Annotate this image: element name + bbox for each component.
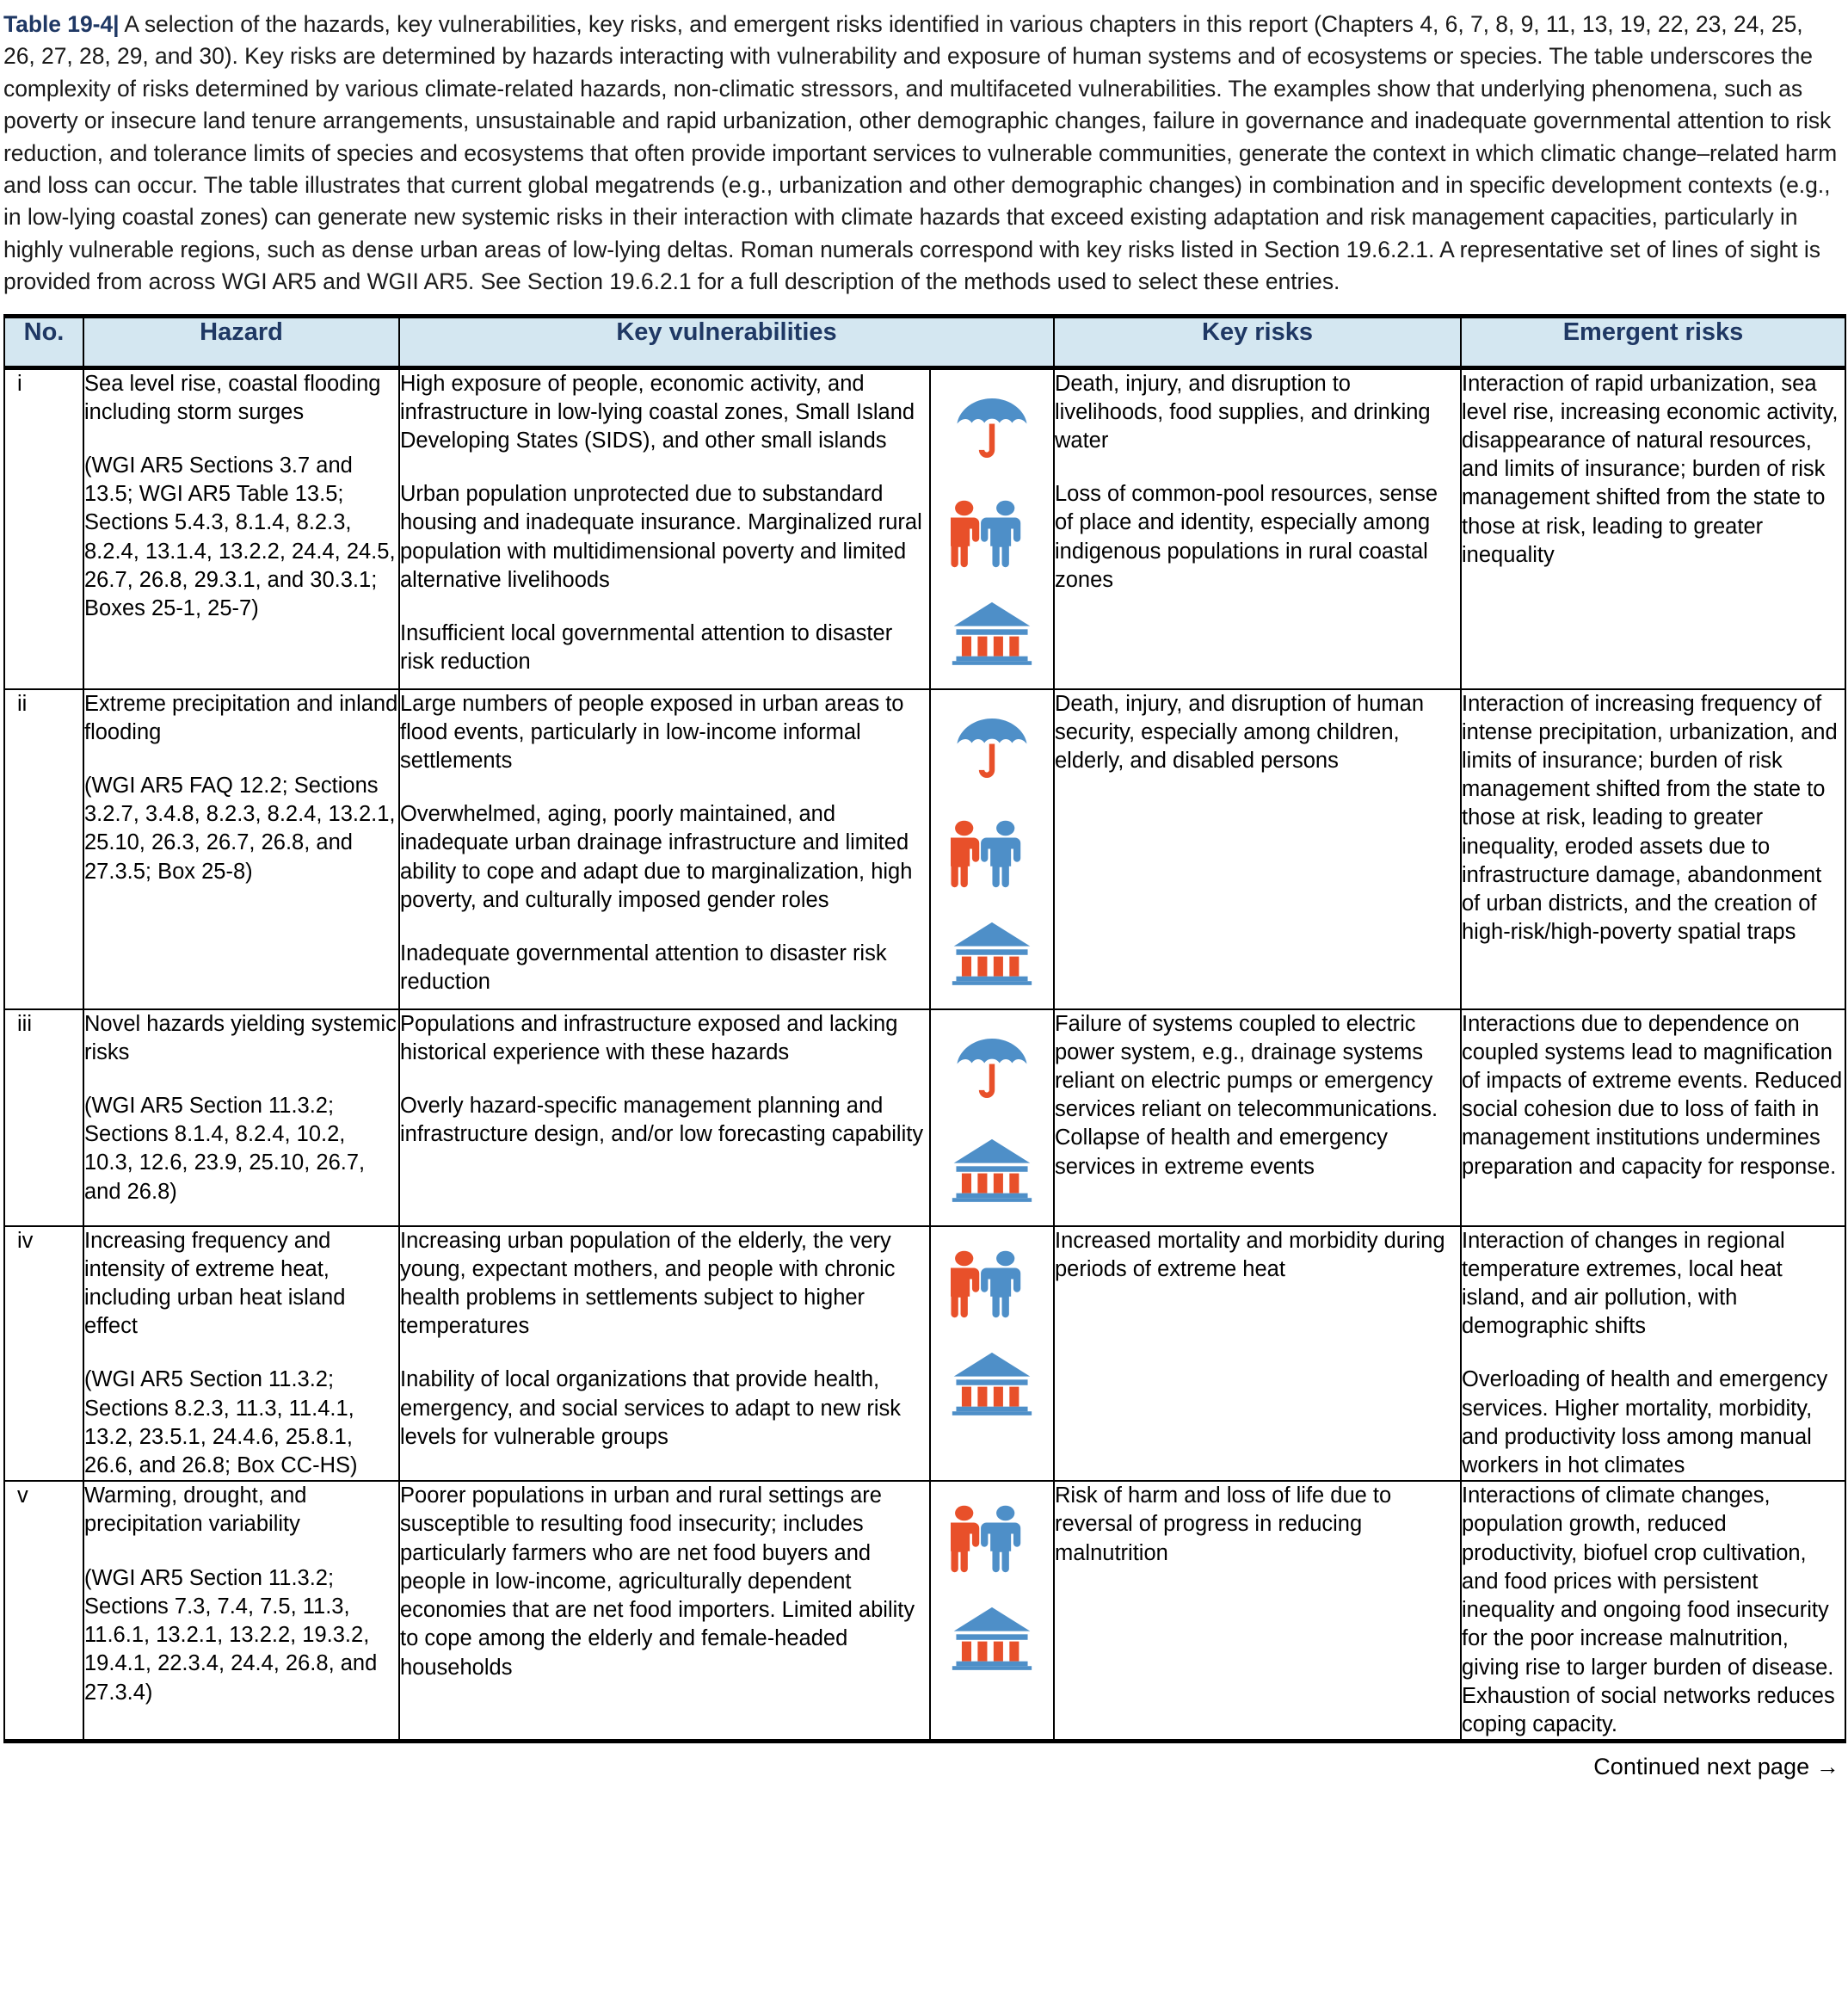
key-vulnerabilities-cell-paragraph: Overwhelmed, aging, poorly maintained, and inadequate urban drainage infrastructure and limited ability to cope and adapt due to marginalization, high poverty, and culturally imposed gender roles bbox=[400, 802, 913, 912]
key-vulnerabilities-cell-paragraph: Urban population unprotected due to substandard housing and inadequate insurance. Marginalized rural population with multidimensional poverty and limited alternative livelihoods bbox=[400, 482, 922, 592]
people-icon bbox=[951, 1501, 1033, 1576]
lines-of-sight-icons-cell bbox=[930, 1481, 1054, 1741]
hazard-cell-paragraph: Sea level rise, coastal flooding including storm surges bbox=[84, 371, 381, 424]
institution-icon bbox=[951, 599, 1033, 666]
row-number: iii bbox=[4, 1009, 83, 1226]
table-row bbox=[4, 1009, 1845, 1226]
key-vulnerabilities-cell-paragraph: Populations and infrastructure exposed and lacking historical experience with these hazards bbox=[400, 1011, 898, 1064]
key-vulnerabilities-cell-paragraph: Inability of local organizations that provide health, emergency, and social services to adapt to new risk levels for vulnerable groups bbox=[400, 1367, 902, 1449]
key-risks-cell-paragraph: Death, injury, and disruption of human security, especially among children, elderly, and disabled persons bbox=[1055, 691, 1425, 774]
hazard-cell-paragraph: Increasing frequency and intensity of extreme heat, including urban heat island effect bbox=[84, 1228, 346, 1339]
hazard-cell-paragraph: (WGI AR5 Section 11.3.2; Sections 8.2.3, 11.3, 11.4.1, 13.2, 23.5.1, 24.4.6, 25.8.1, 26.6, and 26.8; Box CC-HS) bbox=[84, 1367, 358, 1478]
emergent-risks-cell-paragraph: Interaction of increasing frequency of intense precipitation, urbanization, and limits of insurance; burden of risk management shifted from the state to those at risk, leading to greater inequality, eroded assets due to infrastructure damage, abandonment of urban districts, and the creation of high-risk/high-poverty spatial traps bbox=[1462, 691, 1838, 945]
institution-icon bbox=[951, 919, 1033, 986]
icon-stack bbox=[931, 1497, 1053, 1671]
table-caption-separator: | bbox=[113, 11, 120, 37]
table-row bbox=[4, 367, 1845, 689]
table-caption-label: Table 19-4 bbox=[3, 11, 114, 37]
row-number: i bbox=[4, 367, 83, 689]
people-icon bbox=[951, 1246, 1033, 1322]
key-risks-cell bbox=[1054, 1481, 1461, 1741]
hazard-cell-paragraph: (WGI AR5 Section 11.3.2; Sections 8.1.4, 8.2.4, 10.2, 10.3, 12.6, 23.9, 25.10, 26.7, and 26.8) bbox=[84, 1094, 366, 1204]
people-icon bbox=[951, 816, 1033, 891]
institution-icon bbox=[951, 1604, 1033, 1671]
emergent-risks-cell bbox=[1461, 689, 1845, 1009]
key-vulnerabilities-cell-paragraph: Increasing urban population of the elderly, the very young, expectant mothers, and people with chronic health problems in settlements subject to higher temperatures bbox=[400, 1228, 896, 1339]
key-risks-cell-paragraph: Failure of systems coupled to electric power system, e.g., drainage systems reliant on electric pumps or emergency services reliant on telecommunications. Collapse of health and emergency services in extreme events bbox=[1055, 1011, 1438, 1179]
table-row bbox=[4, 689, 1845, 1009]
icon-stack bbox=[931, 1243, 1053, 1416]
key-risks-cell-paragraph: Increased mortality and morbidity during periods of extreme heat bbox=[1055, 1228, 1445, 1281]
hazard-cell-paragraph: (WGI AR5 Sections 3.7 and 13.5; WGI AR5 Table 13.5; Sections 5.4.3, 8.1.4, 8.2.3, 8.2.4, 13.1.4, 13.2.2, 24.4, 24.5, 26.7, 26.8, 29.3.1, and 30.3.1; Boxes 25-1, 25-7) bbox=[84, 453, 396, 621]
people-icon bbox=[951, 496, 1033, 571]
lines-of-sight-icons-cell bbox=[930, 367, 1054, 689]
table-row bbox=[4, 1226, 1845, 1482]
column-header-hazard: Hazard bbox=[83, 316, 399, 367]
table-header bbox=[4, 316, 1845, 367]
key-risks-cell bbox=[1054, 1009, 1461, 1226]
table-container bbox=[0, 314, 1848, 1743]
icon-stack bbox=[931, 385, 1053, 666]
hazard-cell bbox=[83, 1226, 399, 1482]
table-caption bbox=[0, 0, 1848, 299]
emergent-risks-cell-paragraph: Interaction of changes in regional temperature extremes, local heat island, and air pollution, with demographic shifts bbox=[1462, 1228, 1785, 1339]
continued-next-page-note: Continued next page → bbox=[1593, 1754, 1839, 1780]
lines-of-sight-icons-cell bbox=[930, 1009, 1054, 1226]
hazard-cell-paragraph: Warming, drought, and precipitation variability bbox=[84, 1483, 307, 1537]
institution-icon bbox=[951, 1349, 1033, 1416]
hazard-cell-paragraph: Extreme precipitation and inland flooding bbox=[84, 691, 398, 744]
key-risks-cell bbox=[1054, 689, 1461, 1009]
row-number: v bbox=[4, 1481, 83, 1741]
table-body bbox=[4, 367, 1845, 1741]
emergent-risks-cell bbox=[1461, 1481, 1845, 1741]
institution-icon bbox=[951, 1136, 1033, 1203]
hazard-cell bbox=[83, 1481, 399, 1741]
hazards-table bbox=[3, 314, 1846, 1743]
hazard-cell-paragraph: (WGI AR5 FAQ 12.2; Sections 3.2.7, 3.4.8, 8.2.3, 8.2.4, 13.2.1, 25.10, 26.3, 26.7, 26.8, and 27.3.5; Box 25-8) bbox=[84, 774, 396, 884]
hazard-cell-paragraph: Novel hazards yielding systemic risks bbox=[84, 1011, 397, 1064]
column-header-no: No. bbox=[4, 316, 83, 367]
table-row bbox=[4, 1481, 1845, 1741]
hazard-cell-paragraph: (WGI AR5 Section 11.3.2; Sections 7.3, 7.4, 7.5, 11.3, 11.6.1, 13.2.1, 13.2.2, 19.3.2, 19.4.1, 22.3.4, 24.4, 26.8, and 27.3.4) bbox=[84, 1565, 378, 1705]
umbrella-icon bbox=[952, 1029, 1032, 1108]
column-header-key-vulnerabilities: Key vulnerabilities bbox=[399, 316, 1054, 367]
icon-stack bbox=[931, 706, 1053, 986]
emergent-risks-cell-paragraph: Overloading of health and emergency services. Higher mortality, morbidity, and productivity loss among manual workers in hot climates bbox=[1462, 1367, 1828, 1478]
umbrella-icon bbox=[952, 389, 1032, 468]
key-risks-cell-paragraph: Death, injury, and disruption to livelihoods, food supplies, and drinking water bbox=[1055, 371, 1431, 453]
key-vulnerabilities-cell bbox=[399, 1226, 930, 1482]
hazard-cell bbox=[83, 367, 399, 689]
key-risks-cell bbox=[1054, 367, 1461, 689]
hazard-cell bbox=[83, 1009, 399, 1226]
row-number: iv bbox=[4, 1226, 83, 1482]
key-vulnerabilities-cell bbox=[399, 1009, 930, 1226]
umbrella-icon bbox=[952, 709, 1032, 788]
key-risks-cell bbox=[1054, 1226, 1461, 1482]
emergent-risks-cell bbox=[1461, 1226, 1845, 1482]
key-vulnerabilities-cell bbox=[399, 1481, 930, 1741]
key-vulnerabilities-cell bbox=[399, 689, 930, 1009]
key-vulnerabilities-cell bbox=[399, 367, 930, 689]
lines-of-sight-icons-cell bbox=[930, 689, 1054, 1009]
column-header-key-risks: Key risks bbox=[1054, 316, 1461, 367]
key-vulnerabilities-cell-paragraph: High exposure of people, economic activity, and infrastructure in low-lying coastal zones, Small Island Developing States (SIDS), and other small islands bbox=[400, 371, 915, 453]
key-risks-cell-paragraph: Loss of common-pool resources, sense of place and identity, especially among indigenous populations in rural coastal zones bbox=[1055, 482, 1438, 592]
key-vulnerabilities-cell-paragraph: Inadequate governmental attention to disaster risk reduction bbox=[400, 941, 887, 995]
lines-of-sight-icons-cell bbox=[930, 1226, 1054, 1482]
emergent-risks-cell-paragraph: Interactions of climate changes, population growth, reduced productivity, biofuel crop cultivation, and food prices with persistent inequality and ongoing food insecurity for the poor increase malnutrition, giving rise to larger burden of disease. Exhaustion of social networks reduces coping capacity. bbox=[1462, 1483, 1835, 1736]
table-caption-text: A selection of the hazards, key vulnerabilities, key risks, and emergent risks identified in various chapters in this report (Chapters 4, 6, 7, 8, 9, 11, 13, 19, 22, 23, 24, 25, 26, 27, 28, 29, and 30). Key risks are determined by hazards interacting with vulnerability and exposure of human systems and of ecosystems or species. The table underscores the complexity of risks determined by various climate-related hazards, non-climatic stressors, and multifaceted vulnerabilities. The examples show that underlying phenomena, such as poverty or insecure land tenure arrangements, unsustainable and rapid urbanization, other demographic changes, failure in governance and inadequate governmental attention to risk reduction, and tolerance limits of species and ecosystems that often provide important services to vulnerable communities, generate the context in which climatic change–related harm and loss can occur. The table illustrates that current global megatrends (e.g., urbanization and other demographic changes) in combination and in specific development contexts (e.g., in low-lying coastal zones) can generate new systemic risks in their interaction with climate hazards that exceed existing adaptation and risk management capacities, particularly in highly vulnerable regions, such as dense urban areas of low-lying deltas. Roman numerals correspond with key risks listed in Section 19.6.2.1. A representative set of lines of sight is provided from across WGI AR5 and WGII AR5. See Section 19.6.2.1 for a full description of the methods used to select these entries. bbox=[3, 11, 1838, 295]
column-header-emergent-risks: Emergent risks bbox=[1461, 316, 1845, 367]
key-vulnerabilities-cell-paragraph: Large numbers of people exposed in urban areas to flood events, particularly in low-income informal settlements bbox=[400, 691, 904, 774]
emergent-risks-cell bbox=[1461, 367, 1845, 689]
emergent-risks-cell bbox=[1461, 1009, 1845, 1226]
key-vulnerabilities-cell-paragraph: Insufficient local governmental attention to disaster risk reduction bbox=[400, 621, 893, 675]
emergent-risks-cell-paragraph: Interaction of rapid urbanization, sea level rise, increasing economic activity, disappearance of natural resources, and limits of insurance; burden of risk management shifted from the state to those at risk, leading to greater inequality bbox=[1462, 371, 1839, 567]
icon-stack bbox=[931, 1026, 1053, 1203]
key-vulnerabilities-cell-paragraph: Poorer populations in urban and rural settings are susceptible to resulting food insecurity; includes particularly farmers who are net food buyers and people in low-income, agriculturally dependent economies that are net food importers. Limited ability to cope among the elderly and female-headed households bbox=[400, 1483, 915, 1680]
row-number: ii bbox=[4, 689, 83, 1009]
hazard-cell bbox=[83, 689, 399, 1009]
key-vulnerabilities-cell-paragraph: Overly hazard-specific management planning and infrastructure design, and/or low forecasting capability bbox=[400, 1094, 924, 1147]
key-risks-cell-paragraph: Risk of harm and loss of life due to reversal of progress in reducing malnutrition bbox=[1055, 1483, 1392, 1565]
emergent-risks-cell-paragraph: Interactions due to dependence on coupled systems lead to magnification of impacts of extreme events. Reduced social cohesion due to loss of faith in management institutions undermines preparation and capacity for response. bbox=[1462, 1011, 1843, 1179]
